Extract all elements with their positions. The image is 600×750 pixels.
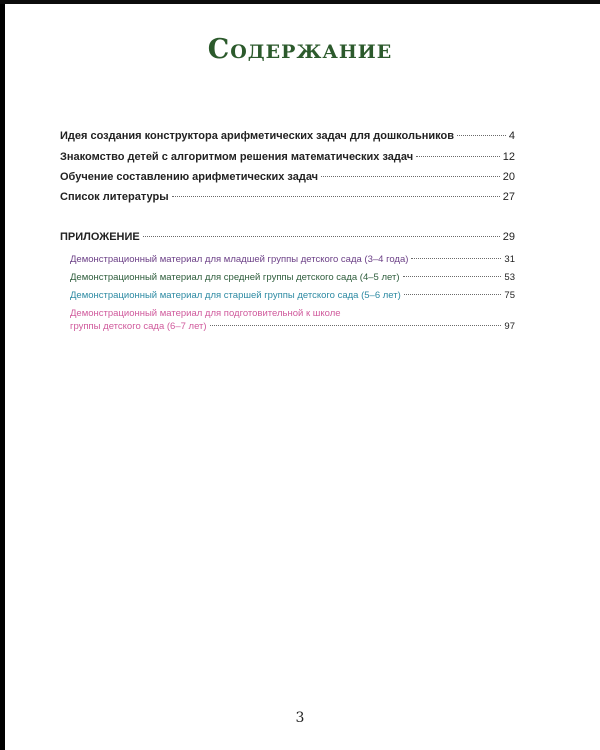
appendix-item-page: 31 — [504, 254, 515, 265]
dot-leader — [416, 156, 500, 157]
appendix-item-page: 97 — [504, 321, 515, 332]
appendix-item-prep[interactable] — [70, 321, 515, 332]
scan-edge-left — [0, 0, 5, 750]
appendix-item-title: группы детского сада (6–7 лет) — [70, 321, 207, 332]
appendix-title: ПРИЛОЖЕНИЕ — [60, 231, 140, 243]
appendix-item-title: Демонстрационный материал для младшей группы детского сада (3–4 года) — [70, 254, 409, 265]
toc-entry[interactable] — [60, 171, 515, 183]
dot-leader — [210, 325, 502, 326]
appendix-item-page: 75 — [504, 290, 515, 301]
toc-entry-page: 27 — [502, 191, 515, 203]
toc-entry-title: Идея создания конструктора арифметических задач для дошкольников — [60, 130, 454, 142]
appendix-entry[interactable] — [60, 231, 515, 243]
toc-entry-page: 12 — [502, 151, 515, 163]
dot-leader — [403, 276, 502, 277]
toc-entry[interactable] — [60, 130, 515, 142]
appendix-item-senior[interactable] — [70, 290, 515, 301]
dot-leader — [143, 236, 500, 237]
appendix-item-page: 53 — [504, 272, 515, 283]
page-number: 3 — [295, 710, 305, 726]
toc-entry-page: 20 — [502, 171, 515, 183]
appendix-item-middle[interactable] — [70, 272, 515, 283]
dot-leader — [457, 135, 506, 136]
appendix-item-title: Демонстрационный материал для старшей группы детского сада (5–6 лет) — [70, 290, 401, 301]
dot-leader — [404, 294, 502, 295]
toc-entry-title: Обучение составлению арифметических задач — [60, 171, 319, 183]
toc-entry[interactable] — [60, 191, 515, 203]
appendix-page: 29 — [502, 231, 515, 243]
scan-edge-top — [0, 0, 600, 4]
dot-leader — [411, 258, 501, 259]
appendix-item-title: Демонстрационный материал для средней группы детского сада (4–5 лет) — [70, 272, 400, 283]
toc-entry-page: 4 — [508, 130, 515, 142]
toc-entry[interactable] — [60, 151, 515, 163]
page-title: Содержание — [207, 34, 393, 65]
toc-entry-title: Знакомство детей с алгоритмом решения математических задач — [60, 151, 414, 163]
appendix-item-junior[interactable] — [70, 254, 515, 265]
toc-entry-title: Список литературы — [60, 191, 169, 203]
dot-leader — [321, 176, 500, 177]
appendix-item-prep-line1[interactable]: Демонстрационный материал для подготовительной к школе — [70, 308, 341, 319]
dot-leader — [172, 196, 500, 197]
